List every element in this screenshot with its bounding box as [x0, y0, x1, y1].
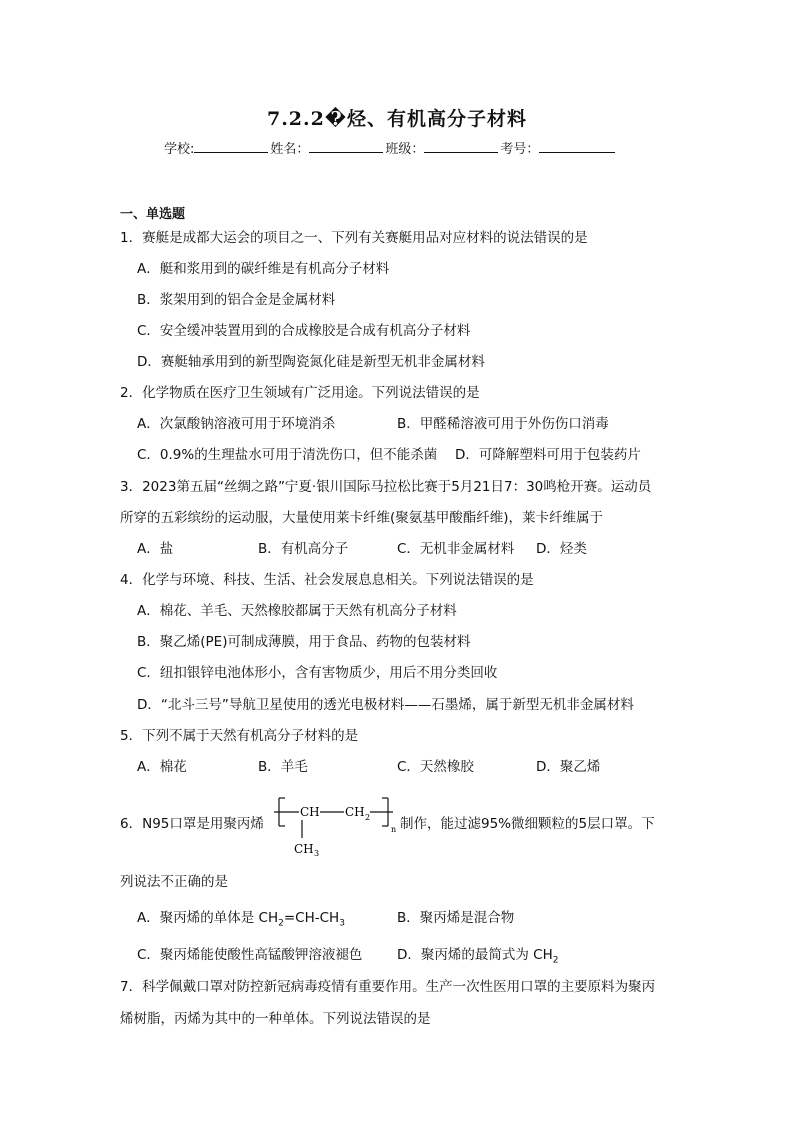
- question-5-option-d: D．聚乙烯: [536, 759, 601, 775]
- question-1-option-d: D．赛艇轴承用到的新型陶瓷氮化硅是新型无机非金属材料: [137, 354, 485, 370]
- question-5-option-a: A．棉花: [137, 759, 187, 775]
- question-4-stem: 4．化学与环境、科技、生活、社会发展息息相关。下列说法错误的是: [120, 572, 534, 588]
- question-3-stem-line1: 3．2023第五届“丝绸之路”宁夏·银川国际马拉松比赛于5月21日7：30鸣枪开赛。运动员: [120, 479, 652, 495]
- question-3-stem-line2: 所穿的五彩缤纷的运动服，大量使用莱卡纤维(聚氨基甲酸酯纤维)，莱卡纤维属于: [120, 510, 604, 526]
- polypropylene-structure: [262, 793, 402, 857]
- question-3-option-c: C．无机非金属材料: [397, 541, 515, 557]
- question-6-option-c: C．聚丙烯能使酸性高锰酸钾溶液褪色: [137, 947, 363, 963]
- student-info-line: [164, 138, 617, 157]
- name-label: 姓名：: [270, 142, 310, 157]
- question-1-option-c: C．安全缓冲装置用到的合成橡胶是合成有机高分子材料: [137, 323, 471, 339]
- structure-ch3-label: CH: [294, 842, 314, 856]
- structure-ch-label: CH: [300, 805, 320, 819]
- question-5-option-b: B．羊毛: [258, 759, 308, 775]
- q6-d-text: D．聚丙烯的最简式为 CH: [397, 947, 553, 963]
- question-7-stem-line2: 烯树脂，丙烯为其中的一种单体。下列说法错误的是: [120, 1011, 431, 1027]
- question-6-stem-prefix: 6．N95口罩是用聚丙烯: [120, 816, 264, 832]
- question-2-stem: 2．化学物质在医疗卫生领域有广泛用途。下列说法错误的是: [120, 385, 480, 401]
- structure-ch2-label: CH: [345, 805, 365, 819]
- question-2-option-a: A．次氯酸钠溶液可用于环境消杀: [137, 416, 336, 432]
- page-title: 7.2.2�烃、有机高分子材料: [266, 108, 528, 130]
- question-6-stem-suffix: 制作，能过滤95%微细颗粒的5层口罩。下: [400, 816, 655, 832]
- question-2-option-d: D．可降解塑料可用于包装药片: [455, 447, 641, 463]
- question-1-option-a: A．艇和浆用到的碳纤维是有机高分子材料: [137, 261, 390, 277]
- structure-n-subscript: n: [391, 825, 397, 834]
- question-6-stem-line2: 列说法不正确的是: [120, 874, 228, 890]
- q6-a-text-mid: =CH-CH: [283, 910, 340, 926]
- q6-a-subscript-1: 2: [278, 918, 284, 929]
- question-1-stem: 1．赛艇是成都大运会的项目之一、下列有关赛艇用品对应材料的说法错误的是: [120, 230, 588, 246]
- exam-no-field[interactable]: [539, 140, 615, 153]
- question-3-option-b: B．有机高分子: [258, 541, 349, 557]
- question-3-option-a: A．盐: [137, 541, 174, 557]
- school-label: 学校:: [164, 142, 195, 157]
- school-field[interactable]: [194, 140, 268, 153]
- question-4-option-c: C．纽扣银锌电池体形小，含有害物质少，用后不用分类回收: [137, 665, 498, 681]
- q6-d-subscript: 2: [552, 955, 559, 966]
- question-5-stem: 5．下列不属于天然有机高分子材料的是: [120, 728, 359, 744]
- question-4-option-b: B．聚乙烯(PE)可制成薄膜，用于食品、药物的包装材料: [137, 634, 471, 650]
- q6-a-text: A．聚丙烯的单体是 CH: [137, 910, 279, 926]
- section-heading: 一、单选题: [120, 207, 186, 222]
- question-2-option-b: B．甲醛稀溶液可用于外伤伤口消毒: [397, 416, 609, 432]
- question-2-option-c: C．0.9%的生理盐水可用于清洗伤口，但不能杀菌: [137, 447, 438, 463]
- class-field[interactable]: [424, 140, 498, 153]
- question-3-option-d: D．烃类: [536, 541, 587, 557]
- exam-no-label: 考号：: [500, 142, 540, 157]
- question-6-option-d: [397, 946, 559, 970]
- question-1-option-b: B．浆架用到的铝合金是金属材料: [137, 292, 336, 308]
- question-4-option-a: A．棉花、羊毛、天然橡胶都属于天然有机高分子材料: [137, 603, 457, 619]
- structure-ch2-subscript: 2: [365, 813, 371, 822]
- q6-a-subscript-2: 3: [339, 918, 345, 929]
- name-field[interactable]: [309, 140, 383, 153]
- structure-ch3-subscript: 3: [314, 849, 320, 857]
- question-7-stem-line1: 7．科学佩戴口罩对防控新冠病毒疫情有重要作用。生产一次性医用口罩的主要原料为聚丙: [120, 979, 656, 995]
- class-label: 班级：: [385, 142, 425, 157]
- question-4-option-d: D．“北斗三号”导航卫星使用的透光电极材料——石墨烯，属于新型无机非金属材料: [137, 697, 634, 713]
- question-6-option-b: B．聚丙烯是混合物: [397, 910, 515, 926]
- question-5-option-c: C．天然橡胶: [397, 759, 474, 775]
- question-6-option-a: [137, 909, 345, 933]
